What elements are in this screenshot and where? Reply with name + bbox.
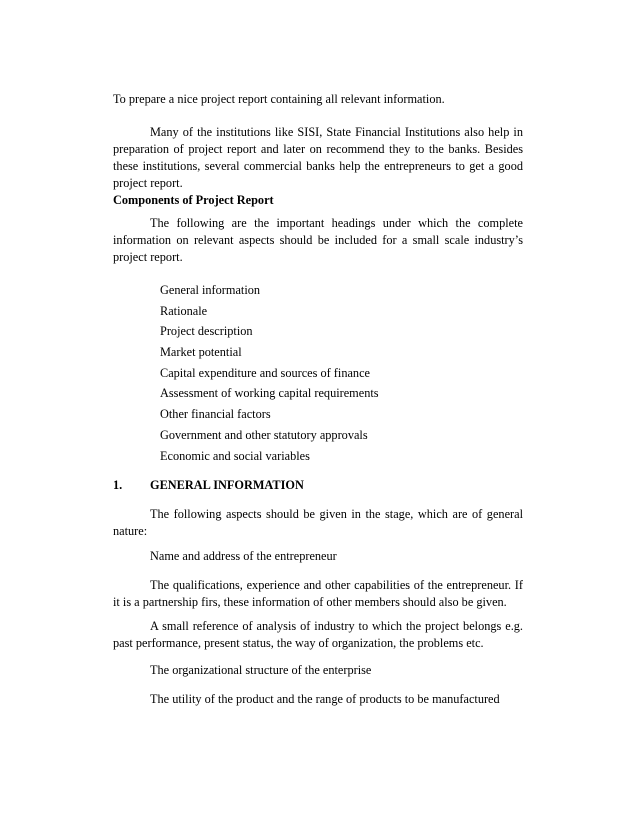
industry-reference-item: A small reference of analysis of industry to which the project belongs e.g. past performance, present status, the way of organization, the problems etc. (113, 619, 523, 650)
section-title: GENERAL INFORMATION (150, 478, 304, 492)
list-item: Project description (160, 324, 253, 339)
section-number: 1. (113, 478, 123, 492)
intro-sentence: To prepare a nice project report containing all relevant information. (113, 92, 445, 106)
list-item: General information (160, 283, 261, 297)
component-list (160, 282, 379, 468)
list-item: Government and other statutory approvals (160, 427, 368, 442)
organizational-structure-item: The organizational structure of the enterprise (150, 663, 372, 677)
list-item: Economic and social variables (160, 448, 310, 463)
list-item: Assessment of working capital requirements (160, 386, 379, 401)
list-item: Rationale (160, 303, 208, 318)
list-item: Capital expenditure and sources of finance (160, 365, 370, 380)
aspects-paragraph: The following aspects should be given in the stage, which are of general nature: (113, 507, 523, 538)
headings-paragraph: The following are the important headings under which the complete information on relevant aspects should be included for a small scale industry’s project report. (113, 216, 523, 264)
components-heading: Components of Project Report (113, 193, 274, 207)
institutions-paragraph: Many of the institutions like SISI, State Financial Institutions also help in preparation of project report and later on recommend they to the banks. Besides these institutions, several commercial banks help the entrepreneurs to get a good project report. (113, 125, 523, 190)
name-address-item: Name and address of the entrepreneur (150, 549, 337, 563)
list-item: Other financial factors (160, 407, 271, 422)
product-utility-item: The utility of the product and the range of products to be manufactured (150, 692, 500, 706)
list-item: Market potential (160, 345, 242, 360)
qualifications-item: The qualifications, experience and other capabilities of the entrepreneur. If it is a partnership firs, these information of other members should also be given. (113, 578, 523, 609)
